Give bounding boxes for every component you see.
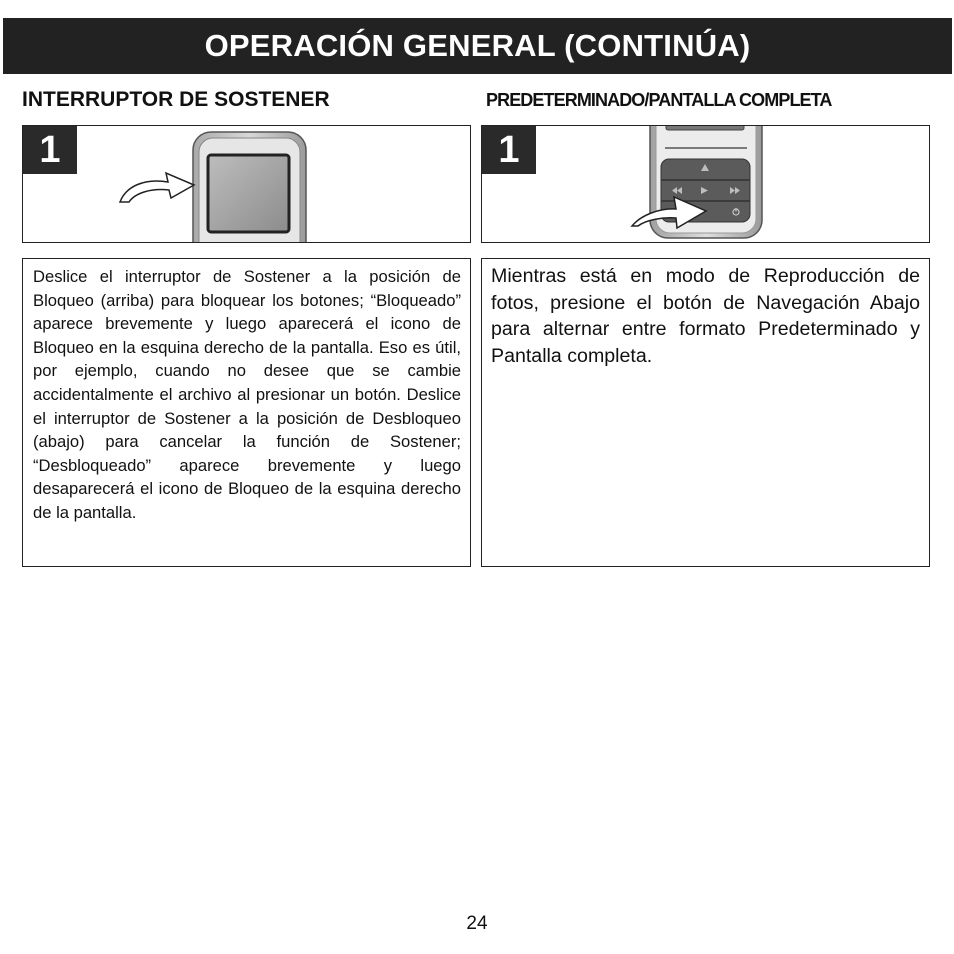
- step-number-badge: 1: [23, 126, 77, 174]
- hold-switch-figure: [22, 125, 471, 243]
- arrow-icon: [120, 173, 194, 202]
- hold-switch-body-text: Deslice el interruptor de Sostener a la posición de Bloqueo (arriba) para bloquear los botones; “Bloqueado” aparece brevemente y luego aparecerá el icono de Bloqueo en la esquina derecho de la pantalla. Eso es útil, por ejemplo, cuando no desee que se cambie accidentalmente el archivo al presionar un botón. Deslice el interruptor de Sostener a la posición de Desbloqueo (abajo) para cancelar la función de Sostener; “Desbloqueado” aparece brevemente y luego desaparecerá el icono de Bloqueo de la esquina derecho de la pantalla.: [33, 267, 461, 522]
- fullscreen-heading: PREDETERMINADO/PANTALLA COMPLETA: [486, 90, 832, 110]
- step-number-badge: 1: [482, 126, 536, 174]
- device-side-illustration: [23, 126, 471, 243]
- page-title-text: OPERACIÓN GENERAL (CONTINÚA): [204, 28, 751, 63]
- hold-switch-heading: INTERRUPTOR DE SOSTENER: [22, 88, 330, 111]
- hold-switch-instructions: [22, 258, 471, 567]
- page-title: [3, 18, 952, 74]
- fullscreen-instructions: [481, 258, 930, 567]
- device-front-illustration: [482, 126, 930, 243]
- navigation-figure: [481, 125, 930, 243]
- page-number: 24: [466, 913, 488, 934]
- fullscreen-body-text: Mientras está en modo de Reproducción de fotos, presione el botón de Navegación Abajo para alternar entre formato Predeterminado y Pantalla completa.: [491, 265, 920, 367]
